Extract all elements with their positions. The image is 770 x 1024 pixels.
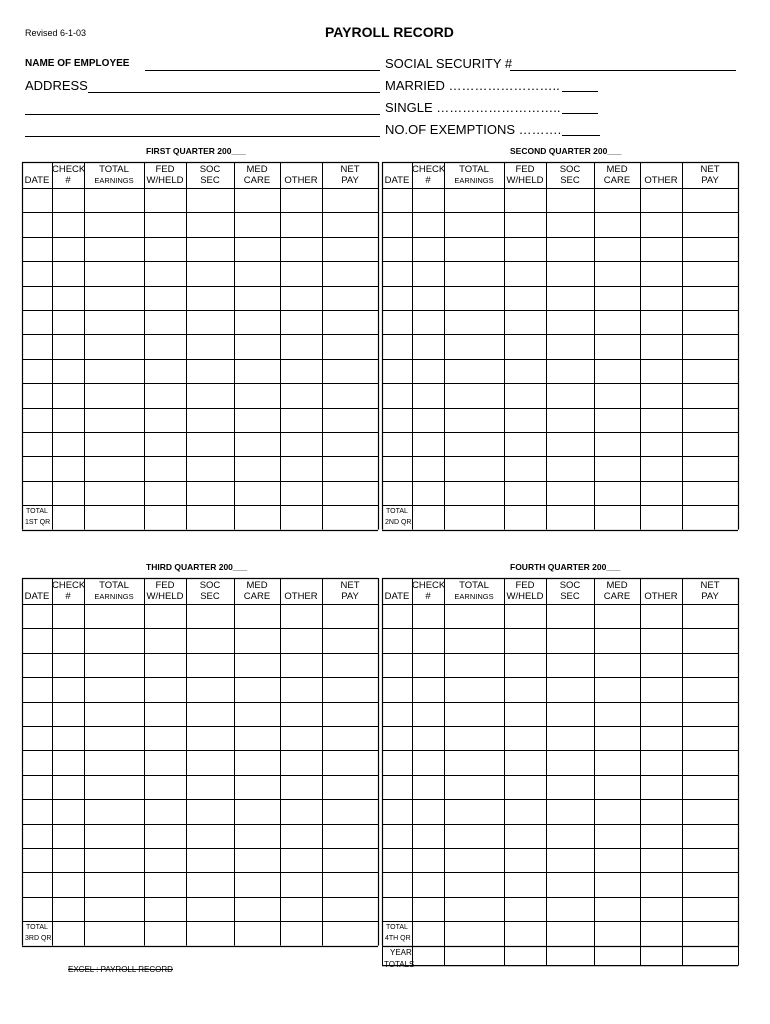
married-label: MARRIED …………………….. [385,78,560,93]
column-header-total-earnings [444,580,504,602]
column-header-med-care [594,580,640,602]
revised-date: Revised 6-1-03 [25,28,87,38]
quarter-total-label: TOTAL [386,924,408,932]
column-header-line-2: EARNINGS [94,592,134,601]
column-header-line-1: TOTAL [459,580,489,591]
column-header-line-1 [280,164,322,175]
column-header-fed-withheld [144,164,186,186]
column-header-line-2: W/HELD [506,591,544,602]
year-totals-label: YEAR [390,947,412,957]
column-header-line-2: PAY [701,591,719,602]
column-header-line-1: FED [515,580,535,591]
column-header-line-2: CARE [603,175,631,186]
column-header-line-1 [382,580,412,591]
column-header-fed-withheld [504,164,546,186]
table-grid-lines [22,162,379,531]
column-header-net-pay [682,164,738,186]
column-header-line-1: TOTAL [99,164,129,175]
column-header-line-2: OTHER [284,591,318,602]
column-header-other [280,580,322,602]
column-header-line-2: PAY [341,175,359,186]
column-header-date [382,164,412,186]
column-header-line-1 [22,164,52,175]
column-header-line-1: SOC [559,164,581,175]
column-header-line-2: # [65,591,71,602]
column-header-total-earnings [84,164,144,186]
column-header-line-2: W/HELD [506,175,544,186]
column-header-line-2: # [65,175,71,186]
address-field-1[interactable] [88,92,380,93]
column-header-line-2: EARNINGS [454,176,494,185]
column-header-line-1 [640,580,682,591]
column-header-line-2: DATE [384,175,410,186]
column-header-line-1 [382,164,412,175]
address-field-3[interactable] [25,136,380,137]
column-header-soc-sec [546,580,594,602]
column-header-line-2: CARE [243,591,271,602]
column-header-line-1 [280,580,322,591]
column-header-line-1: CHECK [52,580,86,591]
column-header-check [412,580,444,602]
married-field[interactable] [562,91,598,92]
employee-name-label: NAME OF EMPLOYEE [25,58,130,69]
column-header-soc-sec [186,580,234,602]
quarter-total-sub-label: 2ND QR [385,519,412,527]
column-header-med-care [234,164,280,186]
column-header-line-1: MED [606,580,628,591]
exemptions-field[interactable] [562,135,600,136]
column-header-line-2: SEC [560,175,580,186]
column-header-other [640,164,682,186]
column-header-line-1: CHECK [412,580,446,591]
column-header-line-1: MED [606,164,628,175]
column-header-net-pay [322,164,378,186]
column-header-line-2: DATE [24,175,50,186]
column-header-line-1: CHECK [52,164,86,175]
employee-name-field[interactable] [145,70,380,71]
column-header-line-2: SEC [200,175,220,186]
single-label: SINGLE ……………………….. [385,100,561,115]
ssn-label: SOCIAL SECURITY # [385,56,513,71]
year-totals-sub-label: TOTALS [384,959,415,969]
column-header-line-2: OTHER [644,591,678,602]
column-header-total-earnings [84,580,144,602]
column-header-line-2: CARE [603,591,631,602]
column-header-check [52,580,84,602]
column-header-line-2: W/HELD [146,591,184,602]
quarter-total-label: TOTAL [386,508,408,516]
column-header-line-2: # [425,591,431,602]
column-header-line-2: OTHER [284,175,318,186]
column-header-check [52,164,84,186]
column-header-line-2: EARNINGS [454,592,494,601]
column-header-line-1: FED [155,580,175,591]
column-header-other [640,580,682,602]
footer-text: EXCEL : PAYROLL RECORD [68,965,173,974]
column-header-line-1 [640,164,682,175]
quarter-total-sub-label: 4TH QR [385,935,411,943]
column-header-line-2: DATE [384,591,410,602]
quarter-total-label: TOTAL [26,924,48,932]
address-field-2[interactable] [25,114,380,115]
quarter-total-sub-label: 1ST QR [25,519,51,527]
column-header-other [280,164,322,186]
column-header-line-2: W/HELD [146,175,184,186]
column-header-date [22,580,52,602]
ssn-field[interactable] [510,70,736,71]
single-field[interactable] [562,113,598,114]
column-header-line-1: FED [155,164,175,175]
column-header-line-2: SEC [200,591,220,602]
column-header-line-2: PAY [341,591,359,602]
column-header-line-1: CHECK [412,164,446,175]
column-header-line-2: EARNINGS [94,176,134,185]
column-header-line-1: MED [246,164,268,175]
quarter-total-sub-label: 3RD QR [25,935,52,943]
column-header-line-1: SOC [199,580,221,591]
column-header-line-2: CARE [243,175,271,186]
column-header-check [412,164,444,186]
fourth-quarter-title: FOURTH QUARTER 200___ [510,562,621,572]
column-header-net-pay [322,580,378,602]
column-header-date [382,580,412,602]
column-header-line-1: SOC [559,580,581,591]
table-grid-lines [382,162,739,531]
column-header-line-2: PAY [701,175,719,186]
column-header-line-2: # [425,175,431,186]
exemptions-label: NO.OF EXEMPTIONS ………. [385,122,562,137]
column-header-line-1: NET [340,580,360,591]
column-header-line-2: OTHER [644,175,678,186]
column-header-net-pay [682,580,738,602]
table-grid-lines [382,578,739,967]
column-header-line-2: SEC [560,591,580,602]
column-header-line-1: MED [246,580,268,591]
column-header-line-1: TOTAL [459,164,489,175]
column-header-med-care [594,164,640,186]
third-quarter-title: THIRD QUARTER 200___ [146,562,248,572]
column-header-line-2: DATE [24,591,50,602]
column-header-fed-withheld [144,580,186,602]
address-label: ADDRESS [25,78,88,93]
column-header-soc-sec [546,164,594,186]
column-header-soc-sec [186,164,234,186]
column-header-line-1: SOC [199,164,221,175]
column-header-date [22,164,52,186]
column-header-total-earnings [444,164,504,186]
column-header-med-care [234,580,280,602]
column-header-fed-withheld [504,580,546,602]
page-title: PAYROLL RECORD [325,24,454,40]
column-header-line-1 [22,580,52,591]
column-header-line-1: NET [700,580,720,591]
column-header-line-1: FED [515,164,535,175]
column-header-line-1: NET [700,164,720,175]
quarter-total-label: TOTAL [26,508,48,516]
table-grid-lines [22,578,379,947]
column-header-line-1: TOTAL [99,580,129,591]
second-quarter-title: SECOND QUARTER 200___ [510,146,622,156]
column-header-line-1: NET [340,164,360,175]
first-quarter-title: FIRST QUARTER 200___ [146,146,246,156]
